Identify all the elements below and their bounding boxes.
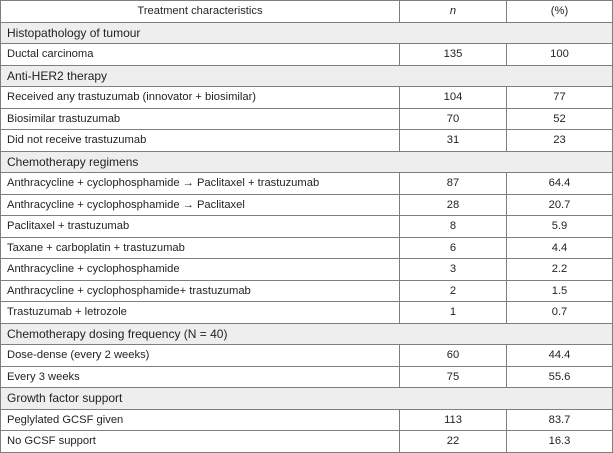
- row-n-value: 31: [400, 130, 507, 152]
- header-treatment-characteristics: Treatment characteristics: [1, 1, 400, 23]
- row-label: Biosimilar trastuzumab: [1, 108, 400, 130]
- row-label: Every 3 weeks: [1, 366, 400, 388]
- row-n-value: 3: [400, 259, 507, 281]
- table-row: [1, 280, 613, 302]
- table-row: [1, 366, 613, 388]
- row-percent-value: 83.7: [507, 409, 613, 431]
- row-percent-value: 52: [507, 108, 613, 130]
- row-label: Anthracycline + cyclophosphamide: [1, 259, 400, 281]
- row-n-value: 113: [400, 409, 507, 431]
- table-row: [1, 194, 613, 216]
- row-label: Peglylated GCSF given: [1, 409, 400, 431]
- section-title: Anti-HER2 therapy: [1, 65, 613, 87]
- row-label: Did not receive trastuzumab: [1, 130, 400, 152]
- row-percent-value: 23: [507, 130, 613, 152]
- row-n-value: 1: [400, 302, 507, 324]
- section-header-row: [1, 323, 613, 345]
- section-header-row: [1, 388, 613, 410]
- table-row: [1, 173, 613, 195]
- row-percent-value: 77: [507, 87, 613, 109]
- row-percent-value: 1.5: [507, 280, 613, 302]
- row-label: Paclitaxel + trastuzumab: [1, 216, 400, 238]
- row-percent-value: 100: [507, 44, 613, 66]
- section-header-row: [1, 22, 613, 44]
- row-label: Anthracycline + cyclophosphamide → Paclitaxel: [1, 194, 400, 216]
- table-row: [1, 87, 613, 109]
- row-percent-value: 44.4: [507, 345, 613, 367]
- row-n-value: 22: [400, 431, 507, 453]
- row-n-value: 60: [400, 345, 507, 367]
- section-header-row: [1, 151, 613, 173]
- table-row: [1, 409, 613, 431]
- row-label: Received any trastuzumab (innovator + biosimilar): [1, 87, 400, 109]
- row-n-value: 70: [400, 108, 507, 130]
- row-label: Anthracycline + cyclophosphamide → Paclitaxel + trastuzumab: [1, 173, 400, 195]
- row-percent-value: 64.4: [507, 173, 613, 195]
- row-label: Dose-dense (every 2 weeks): [1, 345, 400, 367]
- row-n-value: 87: [400, 173, 507, 195]
- row-label: No GCSF support: [1, 431, 400, 453]
- row-label: Trastuzumab + letrozole: [1, 302, 400, 324]
- table-row: [1, 345, 613, 367]
- table-row: [1, 108, 613, 130]
- header-percent: (%): [507, 1, 613, 23]
- row-percent-value: 55.6: [507, 366, 613, 388]
- row-n-value: 6: [400, 237, 507, 259]
- table-body: [1, 22, 613, 452]
- row-n-value: 75: [400, 366, 507, 388]
- section-title: Chemotherapy regimens: [1, 151, 613, 173]
- row-n-value: 2: [400, 280, 507, 302]
- table-header-row: [1, 1, 613, 23]
- table-row: [1, 259, 613, 281]
- table-row: [1, 302, 613, 324]
- row-percent-value: 4.4: [507, 237, 613, 259]
- row-percent-value: 16.3: [507, 431, 613, 453]
- row-n-value: 104: [400, 87, 507, 109]
- row-percent-value: 20.7: [507, 194, 613, 216]
- table-row: [1, 216, 613, 238]
- header-n: n: [400, 1, 507, 23]
- section-title: Histopathology of tumour: [1, 22, 613, 44]
- row-label: Ductal carcinoma: [1, 44, 400, 66]
- table-row: [1, 431, 613, 453]
- section-title: Growth factor support: [1, 388, 613, 410]
- row-n-value: 135: [400, 44, 507, 66]
- row-label: Taxane + carboplatin + trastuzumab: [1, 237, 400, 259]
- section-header-row: [1, 65, 613, 87]
- row-n-value: 28: [400, 194, 507, 216]
- section-title: Chemotherapy dosing frequency (N = 40): [1, 323, 613, 345]
- table-row: [1, 44, 613, 66]
- row-label: Anthracycline + cyclophosphamide+ trastuzumab: [1, 280, 400, 302]
- row-n-value: 8: [400, 216, 507, 238]
- table-row: [1, 237, 613, 259]
- row-percent-value: 2.2: [507, 259, 613, 281]
- row-percent-value: 5.9: [507, 216, 613, 238]
- row-percent-value: 0.7: [507, 302, 613, 324]
- table-row: [1, 130, 613, 152]
